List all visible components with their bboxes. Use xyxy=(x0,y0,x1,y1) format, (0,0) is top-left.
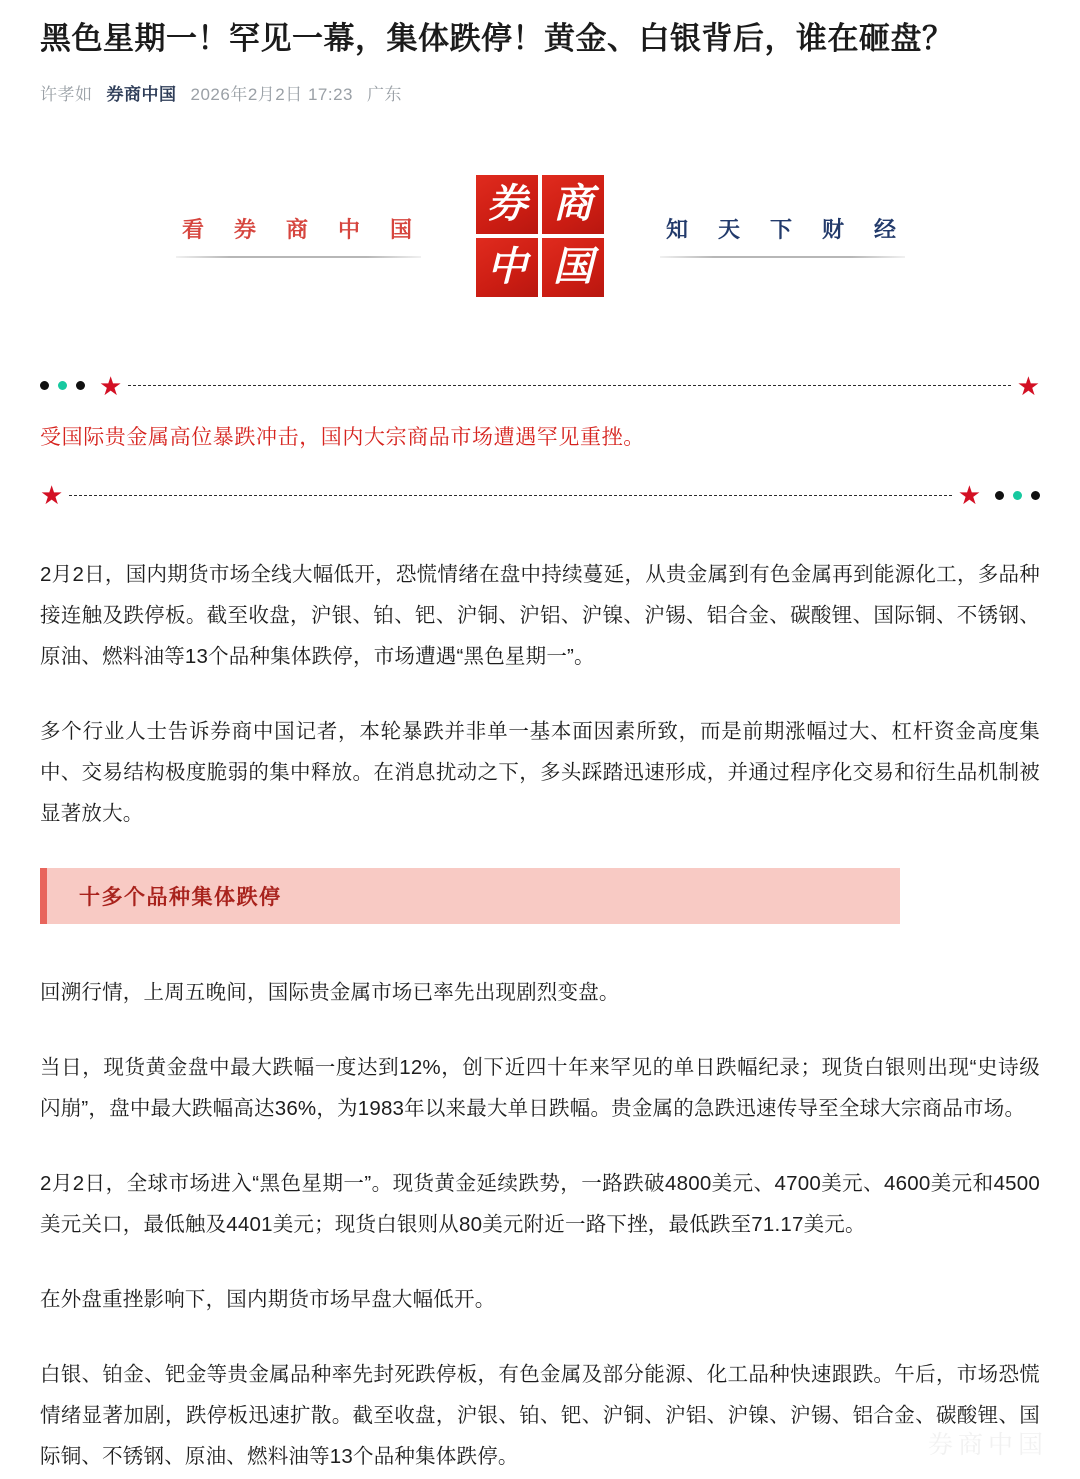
brand-logo-icon xyxy=(476,175,604,297)
body-paragraph: 回溯行情，上周五晚间，国际贵金属市场已率先出现剧烈变盘。 xyxy=(40,981,620,1005)
brand-left-underline xyxy=(176,256,421,258)
brand-logo-cell-4: 国 xyxy=(542,238,604,297)
brand-logo-cell-1: 券 xyxy=(476,175,538,234)
divider-dots-right xyxy=(995,491,1040,500)
brand-right-char-5: 经 xyxy=(874,217,899,243)
brand-slogan-left xyxy=(148,213,448,258)
page-title: 黑色星期一！罕见一幕，集体跌停！黄金、白银背后，谁在砸盘？ xyxy=(40,21,954,56)
dot-icon-4 xyxy=(995,491,1004,500)
brand-left-char-2: 券 xyxy=(233,217,258,243)
brand-left-char-3: 商 xyxy=(285,217,310,243)
dot-icon-3 xyxy=(76,381,85,390)
divider-bottom xyxy=(40,480,1040,511)
star-icon-right: ★ xyxy=(1016,370,1040,401)
body-paragraph: 在外盘重挫影响下，国内期货市场早盘大幅低开。 xyxy=(40,1288,496,1312)
watermark: 券商中国 xyxy=(927,1431,1048,1459)
byline-location: 广东 xyxy=(367,84,402,104)
byline-datetime: 2026年2月2日 17:23 xyxy=(190,84,353,104)
section-heading-label: 十多个品种集体跌停 xyxy=(79,886,282,910)
brand-right-char-4: 财 xyxy=(822,217,847,243)
divider-dash-bottom xyxy=(69,495,951,496)
divider-top xyxy=(40,370,1040,401)
body-paragraph: 白银、铂金、钯金等贵金属品种率先封死跌停板，有色金属及部分能源、化工品种快速跟跌。午后，市场恐慌情绪显著加剧，跌停板迅速扩散。截至收盘，沪银、铂、钯、沪铜、沪铝、沪镍、沪锡、铝合金、碳酸锂、国际铜、不锈钢、原油、燃料油等13个品种集体跌停。 xyxy=(40,1363,1040,1469)
star-icon-bottom-right: ★ xyxy=(957,480,981,511)
brand-right-char-1: 知 xyxy=(665,217,690,243)
star-icon-bottom-left: ★ xyxy=(40,480,64,511)
brand-right-char-2: 天 xyxy=(717,217,742,243)
brand-left-char-1: 看 xyxy=(181,217,206,243)
section-heading xyxy=(40,868,900,924)
brand-right-char-3: 下 xyxy=(769,217,794,243)
brand-right-underline xyxy=(660,256,905,258)
byline-author[interactable]: 许孝如 xyxy=(40,84,93,104)
brand-logo-cell-2: 商 xyxy=(542,175,604,234)
byline xyxy=(40,80,1040,105)
byline-source[interactable]: 券商中国 xyxy=(106,84,177,104)
body-paragraph: 2月2日，全球市场进入“黑色星期一”。现货黄金延续跌势，一路跌破4800美元、4700美元、4600美元和4500美元关口，最低触及4401美元；现货白银则从80美元附近一路下挫，最低跌至71.17美元。 xyxy=(40,1172,1040,1237)
brand-left-char-4: 中 xyxy=(338,217,363,243)
dot-icon-6 xyxy=(1031,491,1040,500)
brand-logo-cell-3: 中 xyxy=(476,238,538,297)
brand-slogan-right xyxy=(632,213,932,258)
body-paragraph: 2月2日，国内期货市场全线大幅低开，恐慌情绪在盘中持续蔓延，从贵金属到有色金属再到能源化工，多品种接连触及跌停板。截至收盘，沪银、铂、钯、沪铜、沪铝、沪镍、沪锡、铝合金、碳酸锂、国际铜、不锈钢、原油、燃料油等13个品种集体跌停，市场遭遇“黑色星期一”。 xyxy=(40,563,1040,669)
dot-icon-1 xyxy=(40,381,49,390)
brand-banner xyxy=(40,161,1040,311)
body-paragraph: 当日，现货黄金盘中最大跌幅一度达到12%，创下近四十年来罕见的单日跌幅纪录；现货白银则出现“史诗级闪崩”，盘中最大跌幅高达36%，为1983年以来最大单日跌幅。贵金属的急跌迅速传导至全球大宗商品市场。 xyxy=(40,1056,1040,1121)
body-paragraph: 多个行业人士告诉券商中国记者，本轮暴跌并非单一基本面因素所致，而是前期涨幅过大、杠杆资金高度集中、交易结构极度脆弱的集中释放。在消息扰动之下，多头踩踏迅速形成，并通过程序化交易和衍生品机制被显著放大。 xyxy=(40,720,1040,826)
brand-left-char-5: 国 xyxy=(390,217,415,243)
star-icon-left: ★ xyxy=(99,370,123,401)
article-body xyxy=(40,554,1040,1477)
dot-icon-5 xyxy=(1013,491,1022,500)
divider-dash-top xyxy=(128,385,1010,386)
lead-summary: 受国际贵金属高位暴跌冲击，国内大宗商品市场遭遇罕见重挫。 xyxy=(40,425,645,449)
divider-dots-left xyxy=(40,381,85,390)
dot-icon-2 xyxy=(58,381,67,390)
